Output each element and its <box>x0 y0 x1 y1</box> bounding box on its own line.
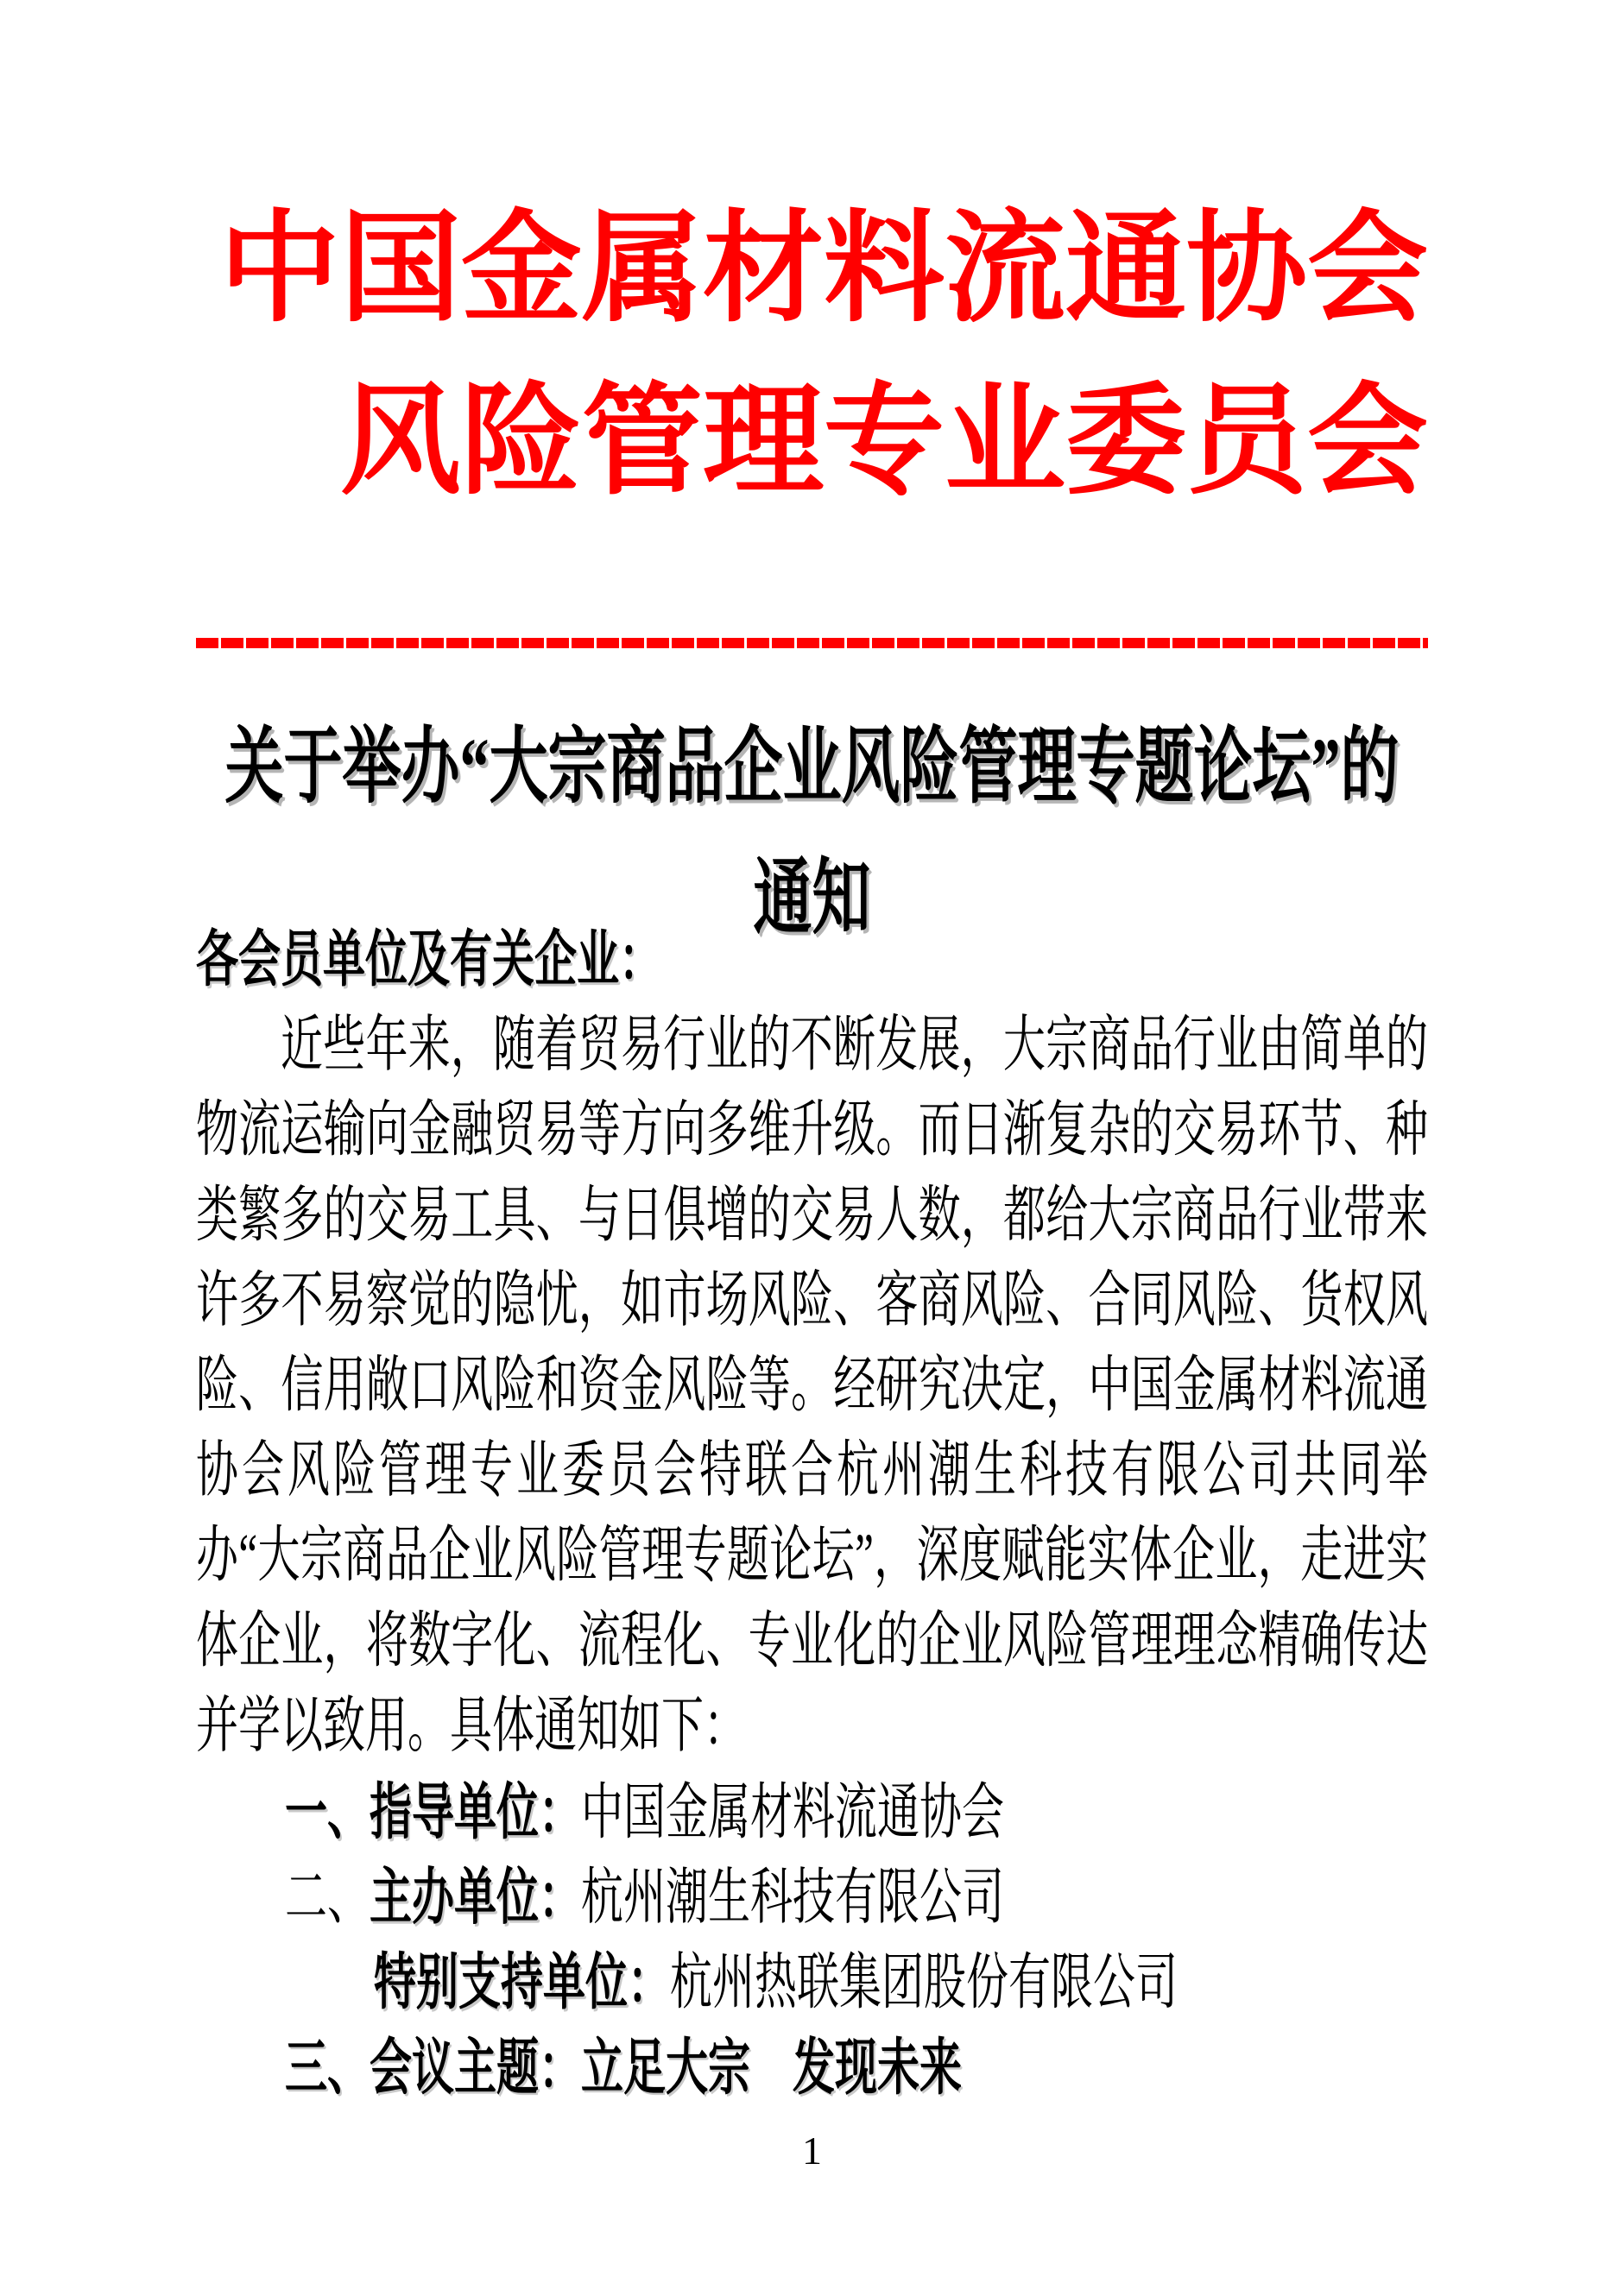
item-label: 会议主题： <box>370 2034 582 2103</box>
body-paragraph: 近些年来，随着贸易行业的不断发展，大宗商品行业由简单的物流运输向金融贸易等方向多维升级。而日渐复杂的交易环节、种类繁多的交易工具、与日俱增的交易人数，都给大宗商品行业带来许多不易察觉的隐忧，如市场风险、客商风险、合同风险、货权风险、信用敞口风险和资金风险等。经研究决定，中国金属材料流通协会风险管理专业委员会特联合杭州潮生科技有限公司共同举办“大宗商品企业风险管理专题论坛”，深度赋能实体企业，走进实体企业，将数字化、流程化、专业化的企业风险管理理念精确传达并学以致用。具体通知如下： <box>196 1010 1428 1760</box>
salutation: 各会员单位及有关企业： <box>196 926 662 994</box>
notice-items <box>196 1770 1428 2110</box>
item-label: 主办单位： <box>370 1864 582 1933</box>
item-value: 中国金属材料流通协会 <box>581 1777 1005 1847</box>
red-dashed-separator <box>196 638 1428 648</box>
notice-title-line2: 通知 <box>753 851 871 945</box>
notice-item <box>196 2026 1428 2111</box>
item-number: 三、 <box>285 2034 370 2103</box>
org-masthead <box>196 184 1428 529</box>
notice-item <box>196 1940 1428 2026</box>
item-value: 杭州热联集团股份有限公司 <box>670 1947 1179 2017</box>
item-label: 特别支持单位： <box>374 1949 671 2017</box>
item-number: 一、 <box>285 1779 370 1847</box>
page-number: 1 <box>802 2129 822 2173</box>
item-label: 指导单位： <box>370 1779 582 1847</box>
notice-item <box>196 1856 1428 1941</box>
item-number: 二、 <box>285 1863 370 1933</box>
notice-title-line1: 关于举办“大宗商品企业风险管理专题论坛”的 <box>224 720 1400 814</box>
notice-item <box>196 1770 1428 1856</box>
item-value: 杭州潮生科技有限公司 <box>581 1863 1005 1933</box>
item-value: 立足大宗 发现未来 <box>581 2034 963 2103</box>
org-title-line1: 中国金属材料流通协会 <box>218 203 1428 337</box>
org-title-line2: 风险管理专业委员会 <box>339 375 1428 509</box>
notice-body <box>196 918 1428 1769</box>
